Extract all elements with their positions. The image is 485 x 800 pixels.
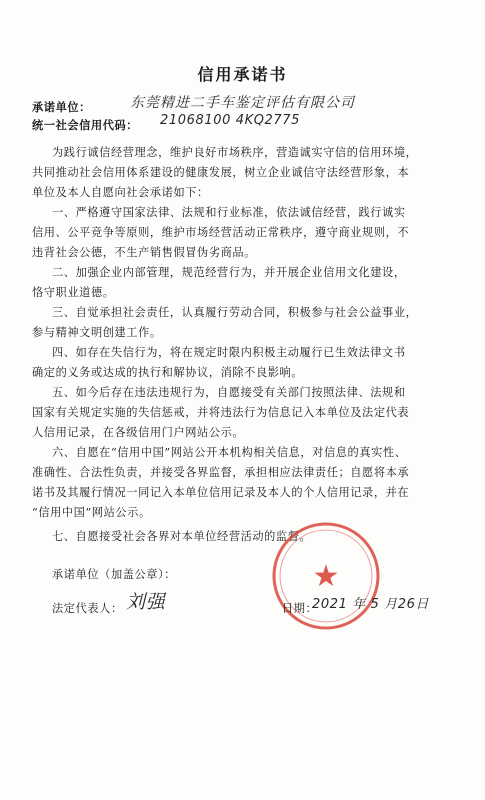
representative-label: 法定代表人： — [52, 602, 123, 615]
date-value: 2021 年 5 月26日 — [312, 597, 430, 612]
body-line: 参与精神文明创建工作。 — [32, 326, 162, 339]
body-line: 准确性、合法性负责，并接受各界监督，承担相应法律责任；自愿将本承 — [32, 466, 410, 479]
body-line: 诺书及其履行情况一同记入本单位信用记录及本人的个人信用记录，并在 — [32, 486, 410, 499]
seal-label: 承诺单位（加盖公章）： — [52, 568, 177, 581]
body-line: 人信用记录，在各级信用门户网站公示。 — [32, 426, 245, 439]
body-line: 一、严格遵守国家法律、法规和行业标准，依法诚信经营，践行诚实 — [52, 206, 406, 219]
body-line: 确定的义务或达成的执行和解协议，消除不良影响。 — [32, 366, 304, 379]
body-line: 四、如存在失信行为，将在规定时限内积极主动履行已生效法律文书 — [52, 346, 406, 359]
credit-code-label: 统一社会信用代码： — [32, 118, 139, 132]
body-line: 国家有关规定实施的失信惩戒，并将违法行为信息记入本单位及法定代表 — [32, 406, 410, 419]
body-line: 违背社会公德，不生产销售假冒伪劣商品。 — [32, 246, 256, 259]
body-line: 三、自觉承担社会责任，认真履行劳动合同，积极参与社会公益事业， — [52, 306, 418, 319]
body-line: 恪守职业道德。 — [32, 286, 115, 299]
body-line: “信用中国”网站公示。 — [32, 506, 151, 519]
company-value: 东莞精进二手车鉴定评估有限公司 — [130, 95, 355, 111]
representative-signature: 刘强 — [126, 591, 166, 613]
body-line: 为践行诚信经营理念，维护良好市场秩序，营造诚实守信的信用环境， — [52, 146, 418, 159]
seal-star: ★ — [312, 559, 340, 594]
document-title: 信用承诺书 — [197, 65, 288, 84]
company-label: 承诺单位： — [32, 100, 91, 114]
body-line: 二、加强企业内部管理，规范经营行为，并开展企业信用文化建设， — [52, 266, 406, 279]
date-label: 日期： — [282, 602, 318, 615]
credit-code-value: 21068100 4KQ2775 — [160, 113, 301, 128]
body-line: 共同推动社会信用体系建设的健康发展，树立企业诚信守法经营形象，本 — [32, 166, 410, 179]
body-line: 单位及本人自愿向社会承诺如下： — [32, 186, 209, 199]
body-line: 六、自愿在“信用中国”网站公开本机构相关信息，对信息的真实性、 — [52, 446, 407, 459]
body-line: 五、如今后存在违法违规行为，自愿接受有关部门按照法律、法规和 — [52, 386, 406, 399]
body-line: 七、自愿接受社会各界对本单位经营活动的监督。 — [52, 530, 312, 543]
body-line: 信用、公平竞争等原则，维护市场经营活动正常秩序，遵守商业规则，不 — [32, 226, 410, 239]
